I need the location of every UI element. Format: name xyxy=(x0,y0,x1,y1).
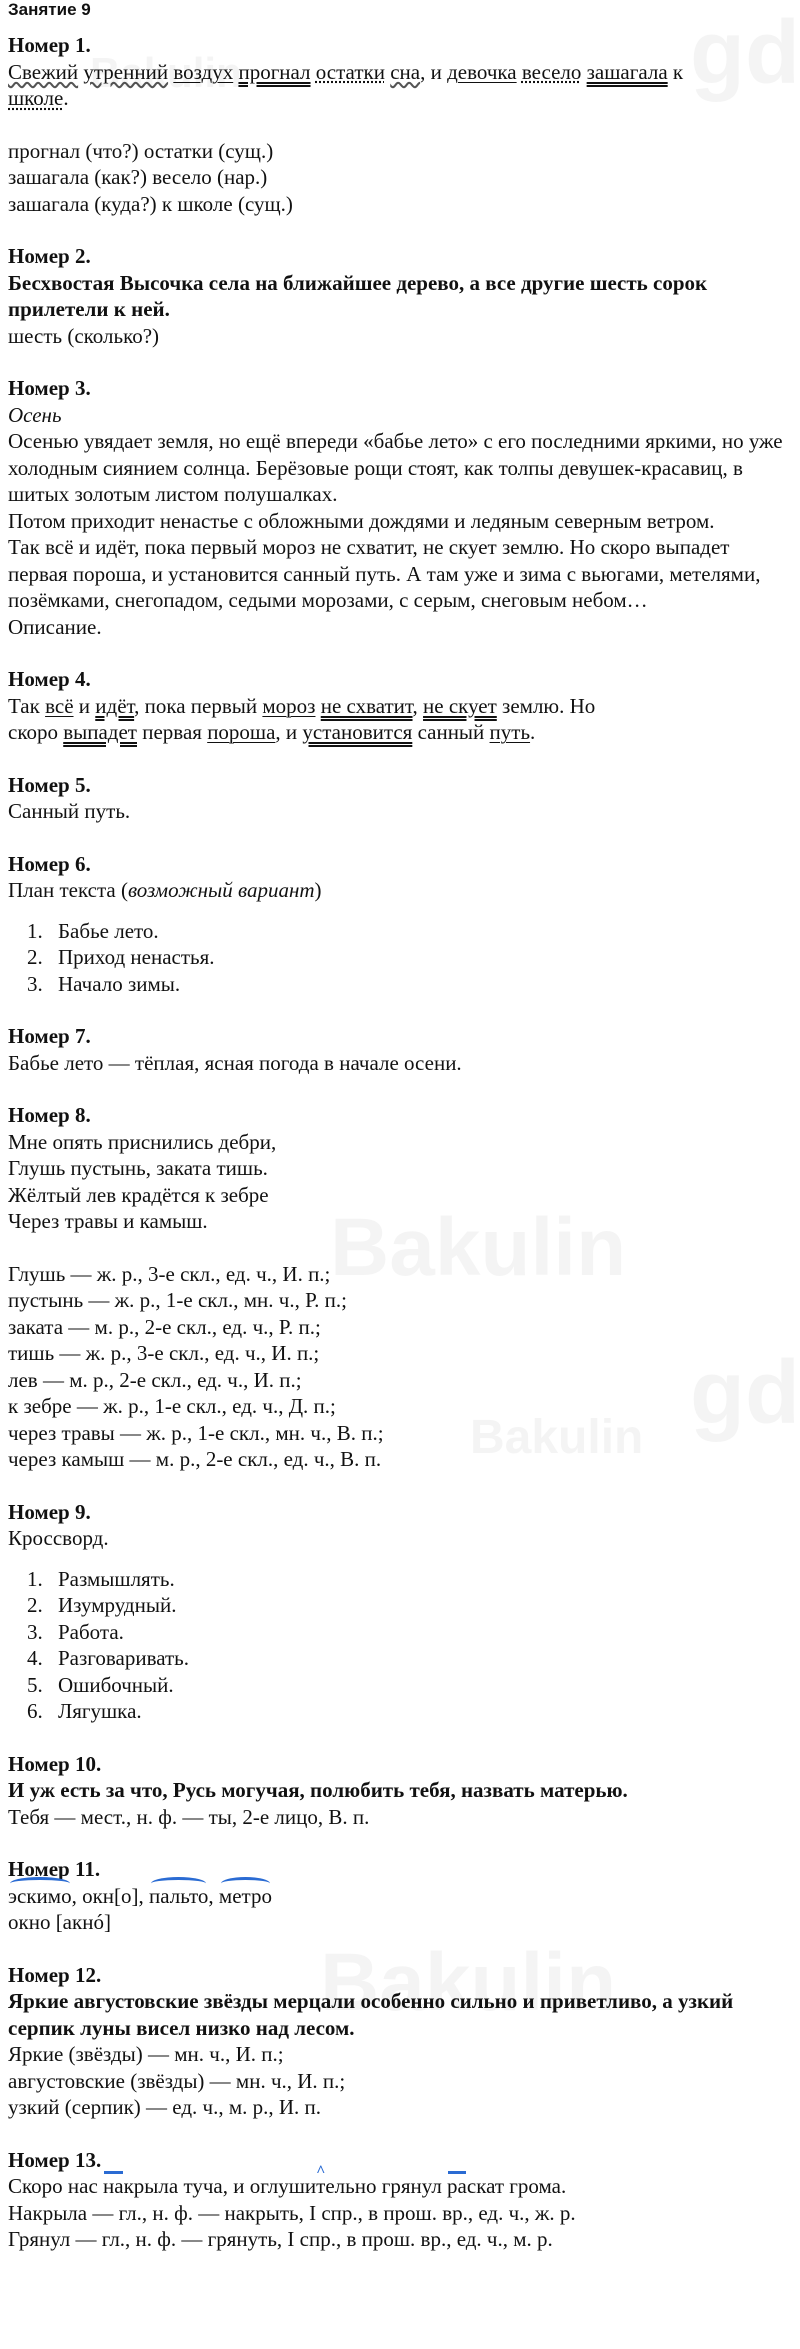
transcription: окно [акнó] xyxy=(8,1910,111,1934)
list-item: 5. Ошибочный. xyxy=(48,1672,792,1699)
text: первая xyxy=(137,720,208,744)
word-predicate: зашагала xyxy=(586,59,668,84)
task-title: Номер 9. xyxy=(8,1499,91,1524)
text: , xyxy=(412,693,424,718)
text: , xyxy=(208,1883,219,1908)
word-subject: воздух xyxy=(173,59,234,84)
task-4 xyxy=(8,666,792,746)
list-item: 1. Размышлять. xyxy=(48,1566,792,1593)
task-title: Номер 8. xyxy=(8,1103,91,1127)
word-attribute: сна xyxy=(390,59,421,84)
prefix-mark: на xyxy=(103,2174,124,2198)
list-item: 1. Бабье лето. xyxy=(48,918,792,945)
answer-line: прогнал (что?) остатки (сущ.) xyxy=(8,138,274,163)
answer-line: зашагала (как?) весело (нар.) xyxy=(8,165,268,189)
analysis-line: заката — м. р., 2-е скл., ед. ч., Р. п.; xyxy=(8,1314,321,1339)
crossword-list xyxy=(8,1566,792,1725)
paragraph: Так всё и идёт, пока первый мороз не схватит, не скует землю. Но скоро выпадет первая пороша, и установится санный путь. А там уже и зима с вьюгами, метелями, позёмками, снегопадом, седыми морозами, с серым, снеговым небом… xyxy=(8,535,761,612)
word-predicate: идёт xyxy=(95,693,135,718)
word-attribute: Свежий xyxy=(8,59,79,84)
task-title: Номер 13. xyxy=(8,2147,102,2172)
analysis-line: тишь — ж. р., 3-е скл., ед. ч., И. п.; xyxy=(8,1341,320,1365)
text: возможный вариант xyxy=(127,878,315,902)
answer-line: Санный путь. xyxy=(8,799,131,823)
task-sentence xyxy=(8,2173,792,2200)
word-subject: мороз xyxy=(262,693,316,718)
word-attribute: утренний xyxy=(83,59,169,84)
task-sentence: Бесхвостая Высочка села на ближайшее дерево, а все другие шесть сорок прилетели к ней. xyxy=(8,270,708,321)
word-subject: всё xyxy=(45,693,74,718)
answer-line: Бабье лето — тёплая, ясная погода в начале осени. xyxy=(8,1050,462,1075)
task-intro: Кроссворд. xyxy=(8,1526,109,1550)
word: окн[о] xyxy=(82,1883,139,1908)
word-subject: путь xyxy=(489,720,531,744)
list-item: 3. Работа. xyxy=(48,1619,792,1646)
word-predicate: не схватит xyxy=(320,693,413,718)
paragraph: Потом приходит ненастье с обложными дождями и ледяным северным ветром. xyxy=(8,508,715,533)
text: скоро xyxy=(8,720,64,744)
lesson-title: Занятие 9 xyxy=(8,0,91,19)
word-adverbial: весело xyxy=(521,59,582,84)
answer-line: Яркие (звёзды) — мн. ч., И. п.; xyxy=(8,2042,284,2066)
task-9 xyxy=(8,1499,792,1725)
task-sentence: Яркие августовские звёзды мерцали особенно сильно и приветливо, а узкий серпик луны висел низко над лесом. xyxy=(8,1989,734,2040)
text: землю. Но xyxy=(496,693,596,718)
answer-line: Тебя — мест., н. ф. — ты, 2-е лицо, В. п. xyxy=(8,1804,370,1829)
poem-line: Глушь пустынь, заката тишь. xyxy=(8,1156,268,1180)
task-title: Номер 3. xyxy=(8,376,91,400)
analysis-line: через камыш — м. р., 2-е скл., ед. ч., В. п. xyxy=(8,1447,382,1471)
answer-line: Грянул — гл., н. ф. — грянуть, I спр., в прош. вр., ед. ч., м. р. xyxy=(8,2227,553,2251)
task-13 xyxy=(8,2147,792,2253)
text: ельно грянул xyxy=(325,2174,448,2198)
text: ) xyxy=(314,878,322,902)
task-1 xyxy=(8,32,792,217)
answer-line: зашагала (куда?) к школе (сущ.) xyxy=(8,191,293,216)
task-sentence: И уж есть за что, Русь могучая, полюбить тебя, назвать матерью. xyxy=(8,1778,628,1802)
word-object: остатки xyxy=(315,59,385,84)
text: крыла туча, и оглуши xyxy=(123,2174,317,2198)
list-item: 4. Разговаривать. xyxy=(48,1645,792,1672)
poem-line: Мне опять приснились дебри, xyxy=(8,1129,277,1154)
task-10 xyxy=(8,1751,792,1831)
task-4-sentence xyxy=(8,693,792,746)
text: , xyxy=(71,1883,83,1908)
word-list xyxy=(8,1883,792,1910)
task-2 xyxy=(8,243,792,349)
task-8 xyxy=(8,1102,792,1473)
word-predicate: не скует xyxy=(423,693,497,718)
list-item: 6. Лягушка. xyxy=(48,1698,792,1725)
list-item: 2. Изумрудный. xyxy=(48,1592,792,1619)
word-predicate: прогнал xyxy=(238,59,311,84)
text: , и xyxy=(275,720,303,744)
answer-line: узкий (серпик) — ед. ч., м. р., И. п. xyxy=(8,2095,322,2119)
text: к xyxy=(672,59,684,84)
text: . xyxy=(63,86,69,110)
text: Так xyxy=(8,693,46,718)
analysis-line: Глушь — ж. р., 3-е скл., ед. ч., И. п.; xyxy=(8,1261,331,1286)
text: Скоро нас xyxy=(8,2174,104,2198)
list-item: 3. Начало зимы. xyxy=(48,971,792,998)
plan-list xyxy=(8,918,792,998)
task-6 xyxy=(8,851,792,998)
word-adverbial: школе xyxy=(8,86,64,110)
text: и xyxy=(73,693,96,718)
text: , и xyxy=(420,59,448,84)
list-item: 2. Приход ненастья. xyxy=(48,944,792,971)
answer-line: Накрыла — гл., н. ф. — накрыть, I спр., в прош. вр., ед. ч., ж. р. xyxy=(8,2200,576,2225)
task-5 xyxy=(8,772,792,825)
analysis-line: через травы — ж. р., 1-е скл., мн. ч., В. п.; xyxy=(8,1420,384,1445)
prefix-mark: ра xyxy=(447,2174,467,2198)
word-predicate: установится xyxy=(302,720,413,744)
task-1-sentence xyxy=(8,59,792,112)
task-intro xyxy=(8,877,792,904)
word-ending-mark: эскимо xyxy=(8,1883,72,1908)
task-title: Номер 1. xyxy=(8,33,91,57)
suffix-mark: ^ т xyxy=(316,2173,325,2200)
text-heading: Осень xyxy=(8,402,62,427)
task-3 xyxy=(8,375,792,640)
task-title: Номер 11. xyxy=(8,1857,101,1881)
text: санный xyxy=(412,720,490,744)
task-title: Номер 5. xyxy=(8,772,91,797)
word-predicate: выпадет xyxy=(63,720,137,744)
task-title: Номер 4. xyxy=(8,667,91,691)
text: План текста ( xyxy=(8,878,128,902)
task-title: Номер 12. xyxy=(8,1962,102,1987)
text: . xyxy=(530,720,536,744)
analysis-line: пустынь — ж. р., 1-е скл., мн. ч., Р. п.; xyxy=(8,1288,347,1312)
paragraph: Осенью увядает земля, но ещё впереди «бабье лето» с его последними яркими, но уже холодным сиянием солнца. Берёзовые рощи стоят, как толпы девушек-красавиц, в шитых золотым листом полушалках. xyxy=(8,429,783,506)
answer-line: Описание. xyxy=(8,614,102,639)
poem-line: Жёлтый лев крадётся к зебре xyxy=(8,1182,269,1207)
text: , пока первый xyxy=(134,693,263,718)
task-7 xyxy=(8,1023,792,1076)
answer-line: августовские (звёзды) — мн. ч., И. п.; xyxy=(8,2068,346,2093)
word-subject: девочка xyxy=(447,59,517,84)
text: скат грома. xyxy=(466,2174,567,2198)
analysis-line: к зебре — ж. р., 1-е скл., ед. ч., Д. п.; xyxy=(8,1394,336,1418)
analysis-line: лев — м. р., 2-е скл., ед. ч., И. п.; xyxy=(8,1367,302,1392)
poem-line: Через травы и камыш. xyxy=(8,1209,208,1233)
text: , xyxy=(138,1883,150,1908)
word-ending-mark: метро xyxy=(218,1883,272,1908)
task-title: Номер 6. xyxy=(8,851,91,876)
task-title: Номер 2. xyxy=(8,244,91,268)
task-12 xyxy=(8,1962,792,2121)
word-subject: пороша xyxy=(207,720,276,744)
task-title: Номер 10. xyxy=(8,1751,102,1776)
task-11 xyxy=(8,1856,792,1936)
answer-line: шесть (сколько?) xyxy=(8,323,160,348)
task-title: Номер 7. xyxy=(8,1024,91,1048)
word-ending-mark: пальто xyxy=(149,1883,209,1908)
